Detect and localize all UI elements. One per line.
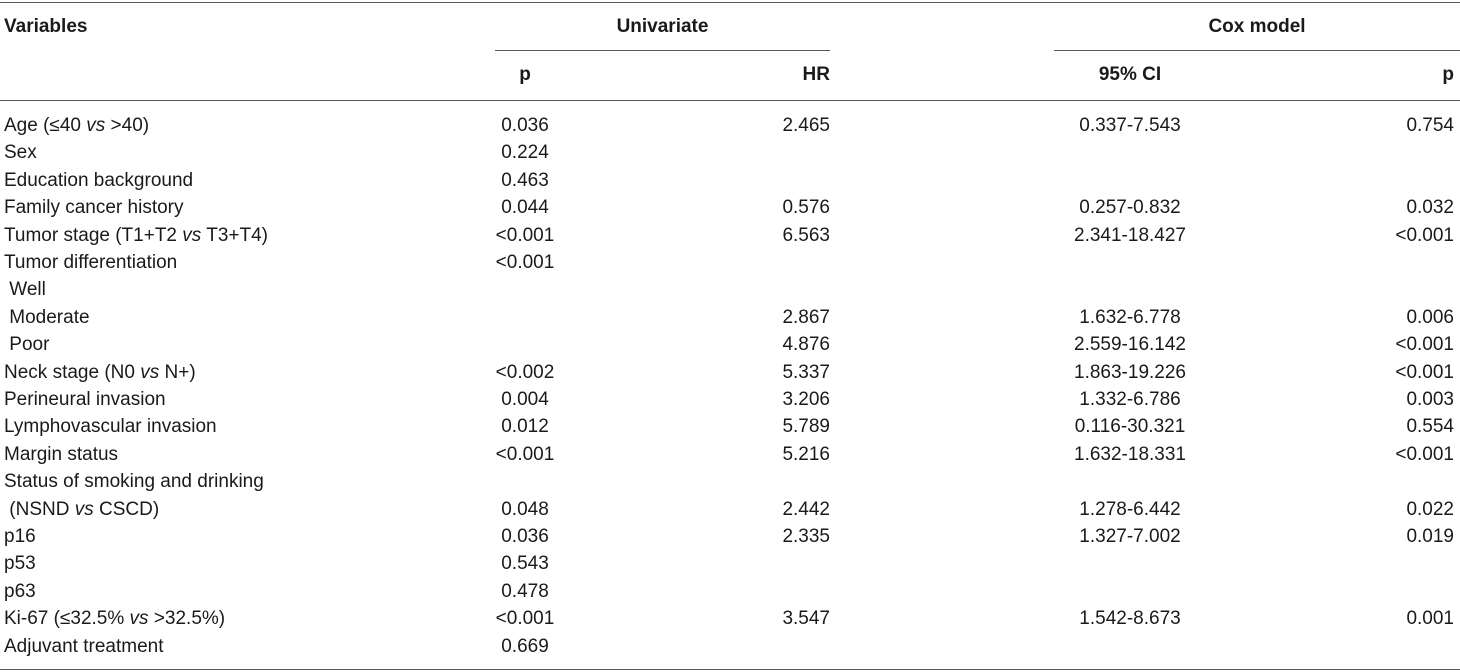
hr-cell: 3.206 [782,389,830,410]
ci-cell: 1.278-6.442 [1079,498,1181,520]
header-ci: 95% CI [1098,64,1162,85]
table-row [0,359,1460,386]
table-row [0,112,1460,139]
table-row [0,413,1460,440]
cox-p-cell: 0.001 [1406,608,1454,630]
univariate-p-cell: 0.478 [501,580,549,602]
cox-p-cell: 0.003 [1406,389,1454,410]
ci-cell: 1.542-8.673 [1079,608,1181,630]
table-row [0,496,1460,523]
ci-cell: 0.337-7.543 [1079,115,1181,136]
ci-cell: 1.332-6.786 [1079,389,1181,410]
variable-cell: p16 [4,526,36,547]
variable-cell: (NSND vs CSCD) [4,498,160,520]
table-row [0,331,1460,358]
variable-cell: Lymphovascular invasion [4,416,217,438]
table-row [0,386,1460,413]
cox-p-cell: 0.032 [1406,197,1454,219]
univariate-p-cell: 0.004 [501,389,549,410]
hr-cell: 5.789 [782,416,830,438]
ci-cell: 2.341-18.427 [1074,224,1186,246]
hr-cell: 2.465 [782,115,830,136]
variable-cell: Age (≤40 vs >40) [4,115,150,136]
hr-cell: 2.335 [782,526,830,547]
univariate-group-rule [495,50,830,51]
table-row [0,468,1460,495]
cox-p-cell: 0.019 [1406,526,1454,547]
table-row [0,304,1460,331]
ci-cell: 1.632-6.778 [1079,306,1181,328]
variable-cell: Margin status [4,443,119,465]
table-row [0,605,1460,632]
univariate-p-cell: 0.224 [501,142,549,164]
table-row [0,441,1460,468]
table-row [0,139,1460,166]
univariate-p-cell: <0.001 [495,443,555,465]
table-row [0,194,1460,221]
univariate-p-cell: <0.001 [495,224,555,246]
variable-cell: Ki-67 (≤32.5% vs >32.5%) [4,608,226,630]
table-row [0,249,1460,276]
variable-cell: Well [4,279,46,301]
cox-p-cell: <0.001 [1395,443,1454,465]
table-row [0,550,1460,577]
hr-cell: 2.867 [782,306,830,328]
table-row [0,523,1460,550]
variable-cell: Neck stage (N0 vs N+) [4,361,196,383]
ci-cell: 1.327-7.002 [1079,526,1181,547]
univariate-p-cell: 0.012 [501,416,549,438]
variable-cell: Poor [4,334,50,356]
variable-cell: Family cancer history [4,197,184,219]
univariate-p-cell: 0.036 [501,115,549,136]
ci-cell: 0.116-30.321 [1074,416,1186,438]
table-row [0,578,1460,605]
hr-cell: 5.216 [782,443,830,465]
cox-p-cell: 0.554 [1406,416,1454,438]
hr-cell: 5.337 [782,361,830,383]
ci-cell: 2.559-16.142 [1074,334,1186,356]
univariate-p-cell: 0.669 [501,635,549,657]
variable-cell: Sex [4,142,37,164]
univariate-p-cell: <0.002 [495,361,555,383]
hr-cell: 4.876 [782,334,830,356]
top-rule [0,2,1460,3]
cox-group-rule [1054,50,1460,51]
variable-cell: Adjuvant treatment [4,635,164,657]
cox-p-cell: <0.001 [1395,361,1454,383]
cox-p-cell: 0.754 [1406,115,1454,136]
variable-cell: Tumor differentiation [4,252,178,273]
cox-p-cell: 0.006 [1406,306,1454,328]
hr-cell: 0.576 [782,197,830,219]
cox-p-cell: <0.001 [1395,334,1454,356]
table-row [0,276,1460,303]
univariate-p-cell: 0.044 [501,197,549,219]
univariate-p-cell: 0.036 [501,526,549,547]
bottom-rule [0,669,1460,670]
cox-p-cell: <0.001 [1395,224,1454,246]
variable-cell: p53 [4,553,36,575]
ci-cell: 1.863-19.226 [1074,361,1186,383]
header-rule [0,100,1460,101]
variable-cell: Education background [4,169,194,191]
header-hr: HR [802,64,830,85]
table-row [0,633,1460,660]
ci-cell: 0.257-0.832 [1079,197,1181,219]
hr-cell: 3.547 [782,608,830,630]
univariate-p-cell: <0.001 [495,252,555,273]
univariate-p-cell: 0.543 [501,553,549,575]
univariate-p-cell: <0.001 [495,608,555,630]
header-variables: Variables [4,16,88,37]
univariate-p-cell: 0.463 [501,169,549,191]
header-cox-model: Cox model [1208,16,1306,37]
variable-cell: p63 [4,580,36,602]
variable-cell: Moderate [4,306,90,328]
header-p2: p [1442,64,1454,85]
table-row [0,222,1460,249]
variable-cell: Status of smoking and drinking [4,471,264,493]
header-univariate: Univariate [616,16,709,37]
header-p: p [519,64,531,85]
univariate-p-cell: 0.048 [501,498,549,520]
cox-p-cell: 0.022 [1406,498,1454,520]
variable-cell: Perineural invasion [4,389,166,410]
ci-cell: 1.632-18.331 [1074,443,1186,465]
variable-cell: Tumor stage (T1+T2 vs T3+T4) [4,224,268,246]
table-row [0,167,1460,194]
hr-cell: 6.563 [782,224,830,246]
hr-cell: 2.442 [782,498,830,520]
